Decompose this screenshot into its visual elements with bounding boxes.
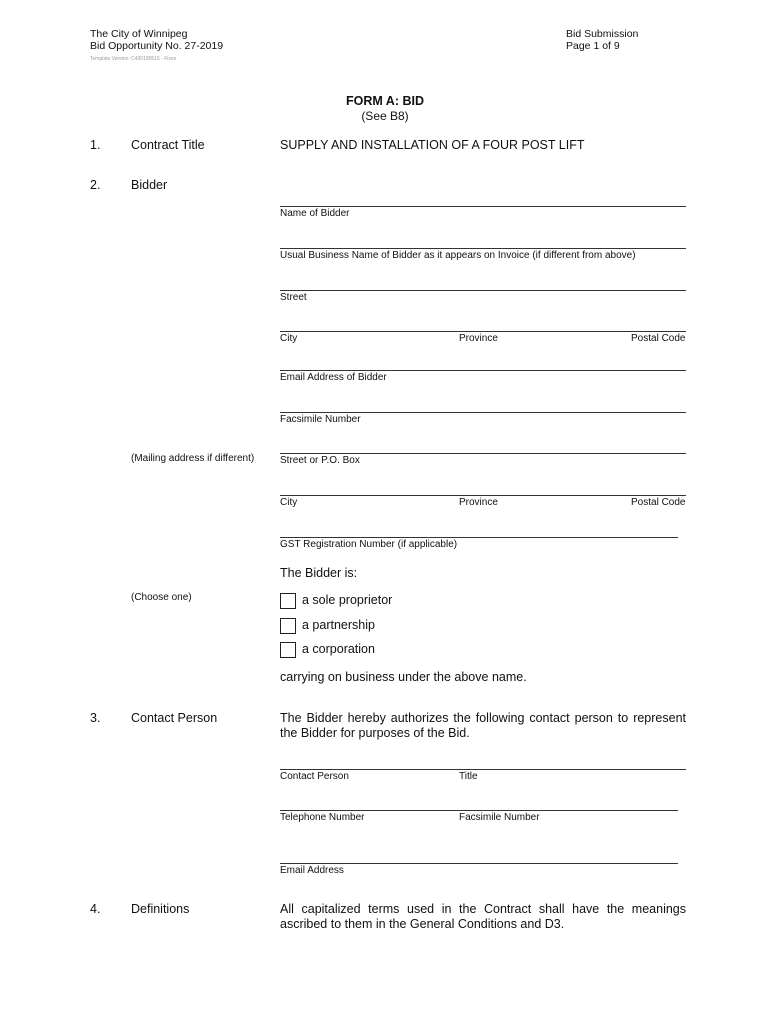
- mailing-postal-code-caption: Postal Code: [631, 497, 686, 508]
- sole-proprietor-checkbox[interactable]: [280, 593, 296, 609]
- mailing-address-note: (Mailing address if different): [131, 453, 255, 464]
- section-2-number: 2.: [90, 178, 101, 192]
- section-4-label: Definitions: [131, 902, 190, 916]
- section-3-label: Contact Person: [131, 711, 218, 725]
- header-bid-submission: Bid Submission: [566, 28, 639, 40]
- street-field[interactable]: [280, 290, 686, 291]
- header-bid-number: Bid Opportunity No. 27-2019: [90, 40, 224, 52]
- usual-business-name-caption: Usual Business Name of Bidder as it appears on Invoice (if different from above): [280, 250, 636, 261]
- contact-email-caption: Email Address: [280, 865, 344, 876]
- email-caption: Email Address of Bidder: [280, 372, 387, 383]
- partnership-label: a partnership: [302, 618, 375, 632]
- header-page-number: Page 1 of 9: [566, 40, 620, 52]
- section-1-label: Contract Title: [131, 138, 205, 152]
- section-4-number: 4.: [90, 902, 101, 916]
- section-1-number: 1.: [90, 138, 101, 152]
- contact-person-paragraph: The Bidder hereby authorizes the following contact person to represent the Bidder for purposes of the Bid.: [280, 711, 686, 740]
- section-3-number: 3.: [90, 711, 101, 725]
- street-po-box-field[interactable]: [280, 453, 686, 454]
- section-2-label: Bidder: [131, 178, 168, 192]
- partnership-checkbox[interactable]: [280, 618, 296, 634]
- header-template-version: Template Version: C420190515 - Fixes: [90, 56, 177, 62]
- corporation-checkbox[interactable]: [280, 642, 296, 658]
- corporation-label: a corporation: [302, 642, 375, 656]
- definitions-paragraph: All capitalized terms used in the Contract shall have the meanings ascribed to them in the General Conditions and D3.: [280, 902, 686, 931]
- usual-business-name-field[interactable]: [280, 248, 686, 249]
- mailing-city-caption: City: [280, 497, 298, 508]
- street-po-box-caption: Street or P.O. Box: [280, 455, 360, 466]
- fax-caption: Facsimile Number: [280, 414, 361, 425]
- gst-number-caption: GST Registration Number (if applicable): [280, 539, 458, 550]
- mailing-province-caption: Province: [459, 497, 498, 508]
- contact-fax-caption: Facsimile Number: [459, 812, 540, 823]
- mailing-city-province-postal-field[interactable]: [280, 495, 686, 496]
- contact-person-title-field[interactable]: [280, 769, 686, 770]
- bidder-name-caption: Name of Bidder: [280, 208, 350, 219]
- fax-field[interactable]: [280, 412, 686, 413]
- telephone-fax-field[interactable]: [280, 810, 678, 811]
- gst-number-field[interactable]: [280, 537, 678, 538]
- form-title: FORM A: BID: [346, 94, 424, 108]
- contact-email-field[interactable]: [280, 863, 678, 864]
- city-caption: City: [280, 333, 298, 344]
- email-field[interactable]: [280, 370, 686, 371]
- title-caption: Title: [459, 771, 478, 782]
- contact-person-caption: Contact Person: [280, 771, 349, 782]
- city-province-postal-field[interactable]: [280, 331, 686, 332]
- bidder-is-label: The Bidder is:: [280, 566, 358, 580]
- bidder-name-field[interactable]: [280, 206, 686, 207]
- street-caption: Street: [280, 292, 307, 303]
- form-subtitle: (See B8): [361, 109, 409, 123]
- contract-title-value: SUPPLY AND INSTALLATION OF A FOUR POST LIFT: [280, 138, 585, 152]
- header-city: The City of Winnipeg: [90, 28, 188, 40]
- sole-proprietor-label: a sole proprietor: [302, 593, 393, 607]
- carrying-on-business-text: carrying on business under the above name.: [280, 670, 527, 684]
- province-caption: Province: [459, 333, 498, 344]
- choose-one-note: (Choose one): [131, 592, 192, 603]
- telephone-caption: Telephone Number: [280, 812, 365, 823]
- postal-code-caption: Postal Code: [631, 333, 686, 344]
